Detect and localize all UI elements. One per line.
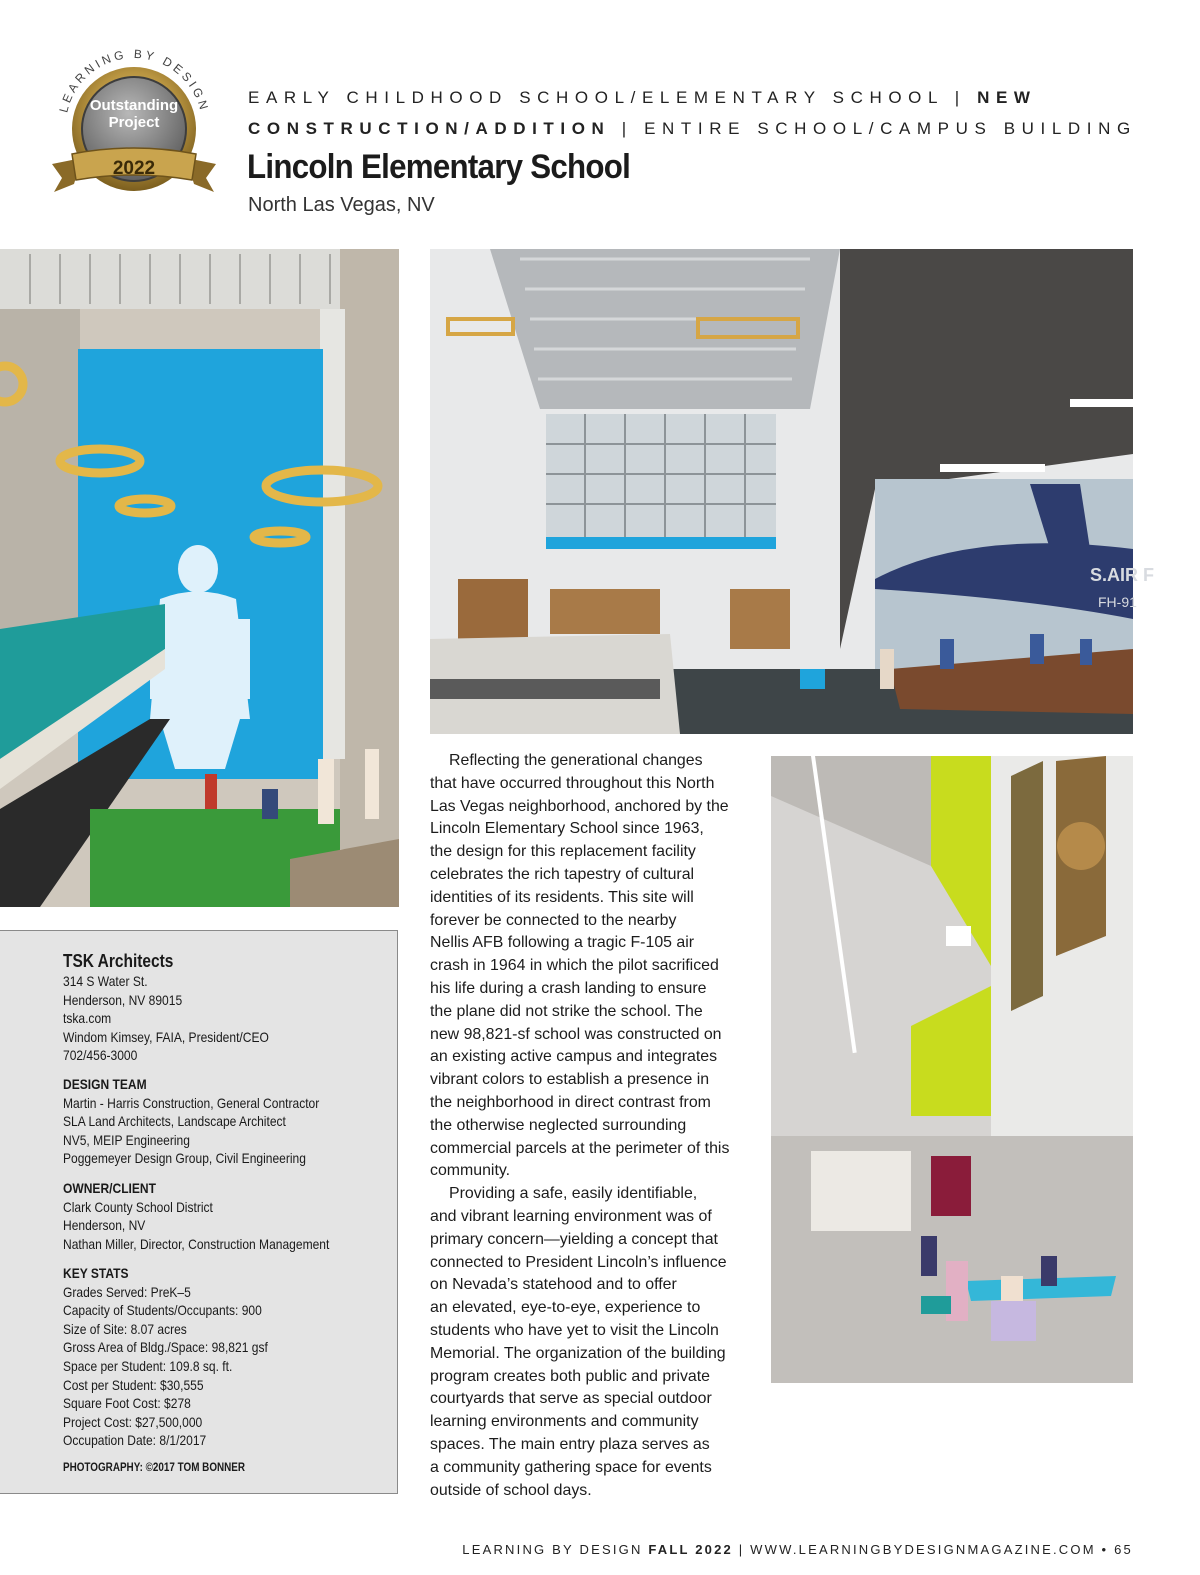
key-stats-block [63,1264,268,1450]
design-team-item: SLA Land Architects, Landscape Architect [63,1113,286,1130]
design-team-item: NV5, MEIP Engineering [63,1131,190,1148]
paragraph-1 [430,750,760,1183]
category-line-2 [248,119,1137,139]
project-info-sidebar [0,930,398,1494]
footer-issue: FALL 2022 [648,1542,733,1557]
stat-item: Cost per Student: $30,555 [63,1376,204,1393]
text-line: vibrant colors to establish a presence in [430,1071,710,1089]
jet-mural-text-2: FH-91 [1098,594,1137,610]
text-line: the plane did not strike the school. The [430,1002,703,1020]
badge-year: 2022 [112,158,156,179]
badge-label-line1: Outstanding [89,97,179,114]
text-line: the otherwise neglected surrounding [430,1116,687,1134]
text-line: an elevated, eye-to-eye, experience to [430,1299,701,1317]
address-line: 314 S Water St. [63,973,148,989]
firm-block [63,950,269,1065]
page-number: 65 [1114,1542,1133,1557]
stat-item: Capacity of Students/Occupants: 900 [63,1302,262,1319]
category-line-2-bold: CONSTRUCTION/ADDITION [248,119,611,138]
footer-url: WWW.LEARNINGBYDESIGNMAGAZINE.COM [750,1542,1096,1557]
address-line: tska.com [63,1010,112,1027]
award-badge-icon [44,34,224,214]
stat-item: Grades Served: PreK–5 [63,1283,191,1300]
text-line: program creates both public and private [430,1367,711,1385]
key-stats-heading: KEY STATS [63,1265,129,1281]
text-line: celebrates the rich tapestry of cultural [430,865,695,883]
address-line: Windom Kimsey, FAIA, President/CEO [63,1028,269,1045]
text-line: identities of its residents. This site will [430,888,694,906]
owner-item: Clark County School District [63,1198,213,1215]
stat-item: Project Cost: $27,500,000 [63,1413,203,1430]
text-line: learning environments and community [430,1413,699,1431]
design-team-item: Martin - Harris Construction, General Contractor [63,1094,320,1111]
design-team-heading: DESIGN TEAM [63,1076,147,1092]
design-team-item: Poggemeyer Design Group, Civil Engineering [63,1150,306,1167]
stat-item: Size of Site: 8.07 acres [63,1320,187,1337]
owner-heading: OWNER/CLIENT [63,1180,156,1196]
text-line: new 98,821-sf school was constructed on [430,1025,722,1043]
article-body [430,750,760,1502]
text-line: Las Vegas neighborhood, anchored by the [430,797,729,815]
category-line-1-normal: EARLY CHILDHOOD SCHOOL/ELEMENTARY SCHOOL | [248,88,978,107]
photo-credit-text: PHOTOGRAPHY: ©2017 TOM BONNER [63,1462,246,1474]
owner-item: Henderson, NV [63,1217,146,1234]
hallway-photo [771,756,1133,1383]
location-subtitle: North Las Vegas, NV [248,194,435,216]
text-line: the design for this replacement facility [430,843,696,861]
address-line: Henderson, NV 89015 [63,991,183,1008]
footer-separator: | [738,1542,745,1557]
owner-item: Nathan Miller, Director, Construction Management [63,1235,330,1252]
text-line: connected to President Lincoln’s influence [430,1253,727,1271]
footer-magazine: LEARNING BY DESIGN [462,1542,643,1557]
text-line: courtyards that serve as special outdoor [430,1390,712,1408]
text-line: the neighborhood in direct contrast from [430,1093,711,1111]
category-line-2-normal: | ENTIRE SCHOOL/CAMPUS BUILDING [610,119,1137,138]
address-line: 702/456-3000 [63,1047,138,1064]
text-line: primary concern—yielding a concept that [430,1230,718,1248]
text-line: Nellis AFB following a tragic F-105 air [430,934,695,952]
text-line: forever be connected to the nearby [430,911,677,929]
footer-bullet: • [1101,1542,1109,1557]
text-line: and vibrant learning environment was of [430,1207,712,1225]
text-line: that have occurred throughout this North [430,774,715,792]
design-team-block [63,1075,319,1168]
text-line: his life during a crash landing to ensure [430,979,707,997]
stat-item: Occupation Date: 8/1/2017 [63,1432,207,1449]
category-line-1-bold: NEW [977,88,1037,107]
text-line: Reflecting the generational changes [449,752,703,769]
owner-block [63,1179,329,1253]
text-line: crash in 1964 in which the pilot sacrificed [430,957,719,975]
text-line: outside of school days. [430,1481,592,1499]
stat-item: Square Foot Cost: $278 [63,1395,191,1412]
photo-credit [63,1459,245,1478]
badge-arc-text: LEARNING BY DESIGN [56,46,212,115]
stat-item: Gross Area of Bldg./Space: 98,821 gsf [63,1339,268,1356]
paragraph-2 [430,1183,760,1502]
text-line: an existing active campus and integrates [430,1048,718,1066]
firm-name: TSK Architects [63,951,174,971]
text-line: Providing a safe, easily identifiable, [449,1185,698,1203]
jet-mural-text-1: S.AIR F [1090,565,1155,585]
library-photo [430,249,1155,734]
page-footer [462,1542,1133,1557]
text-line: on Nevada’s statehood and to offer [430,1276,677,1294]
badge-label-line2: Project [108,114,160,131]
text-line: community. [430,1162,511,1180]
text-line: commercial parcels at the perimeter of this [430,1139,730,1157]
text-line: a community gathering space for events [430,1458,712,1476]
atrium-photo [0,249,399,907]
page-title: Lincoln Elementary School [247,148,631,186]
text-line: students who have yet to visit the Lincoln [430,1321,719,1339]
text-line: spaces. The main entry plaza serves as [430,1435,710,1453]
text-line: Memorial. The organization of the building [430,1344,726,1362]
stat-item: Space per Student: 109.8 sq. ft. [63,1357,233,1374]
category-line-1 [248,88,1037,108]
text-line: Lincoln Elementary School since 1963, [430,820,704,838]
